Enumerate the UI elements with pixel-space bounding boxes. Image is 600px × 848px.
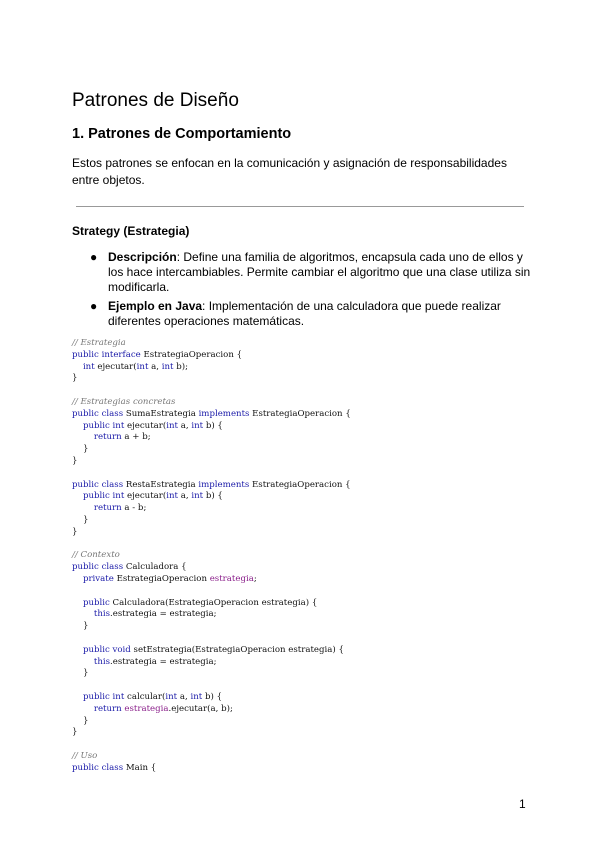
code-line: public void setEstrategia(EstrategiaOperacion estrategia) { — [82, 644, 344, 655]
code-line: // Uso — [72, 750, 98, 761]
code-line: } — [82, 621, 89, 632]
code-line — [72, 385, 351, 397]
code-line: private EstrategiaOperacion estrategia; — [82, 573, 257, 584]
subsection-heading: Strategy (Estrategia) — [72, 224, 190, 238]
page-number: 1 — [519, 797, 526, 811]
code-line: } — [82, 668, 89, 679]
page-title: Patrones de Diseño — [72, 90, 239, 111]
bullet-item-description — [72, 250, 532, 295]
code-line: // Contexto — [72, 550, 120, 561]
code-line: this.estrategia = estrategia; — [93, 656, 217, 667]
code-line: public class RestaEstrategia implements EstrategiaOperacion { — [72, 479, 351, 490]
code-line: int ejecutar(int a, int b); — [82, 361, 188, 372]
code-line: // Estrategias concretas — [72, 396, 176, 407]
code-line: } — [72, 727, 78, 738]
bullet-label: Ejemplo en Java — [108, 299, 203, 313]
code-line: return estrategia.ejecutar(a, b); — [93, 703, 233, 714]
code-line: public Calculadora(EstrategiaOperacion estrategia) { — [82, 597, 318, 608]
code-line: return a + b; — [93, 432, 151, 443]
code-line — [72, 539, 351, 551]
bullet-item-example — [72, 299, 532, 329]
code-line: public class SumaEstrategia implements EstrategiaOperacion { — [72, 408, 351, 419]
code-line: } — [72, 373, 78, 384]
code-line: } — [82, 715, 89, 726]
code-line: return a - b; — [93, 503, 147, 514]
bullet-icon: ● — [90, 250, 98, 264]
code-line — [72, 739, 351, 751]
code-line: public class Main { — [72, 762, 157, 773]
code-line — [72, 586, 351, 598]
code-line: public interface EstrategiaOperacion { — [72, 349, 243, 360]
code-line: public int ejecutar(int a, int b) { — [82, 491, 223, 502]
code-line — [72, 468, 351, 480]
code-line: public class Calculadora { — [72, 562, 187, 573]
code-line — [72, 633, 351, 645]
bullet-text: : Define una familia de algoritmos, encapsula cada uno de ellos y los hace intercambiables. Permite cambiar el algoritmo que una clase utiliza sin modificarla. — [108, 250, 531, 294]
code-line: this.estrategia = estrategia; — [93, 609, 217, 620]
code-line: public int calcular(int a, int b) { — [82, 691, 223, 702]
code-line: } — [82, 444, 89, 455]
section-heading: 1. Patrones de Comportamiento — [72, 126, 292, 142]
code-line: } — [82, 514, 89, 525]
code-line: // Estrategia — [72, 338, 126, 348]
bullet-text: : Implementación de una calculadora que puede realizar diferentes operaciones matemáticas. — [108, 299, 501, 328]
code-line: public int ejecutar(int a, int b) { — [82, 420, 223, 431]
horizontal-divider — [76, 206, 524, 207]
bullet-label: Descripción — [108, 250, 177, 264]
bullet-list — [72, 250, 532, 333]
bullet-icon: ● — [90, 299, 98, 313]
code-line — [72, 680, 351, 692]
intro-paragraph: Estos patrones se enfocan en la comunicación y asignación de responsabilidades entre objetos. — [72, 156, 507, 187]
code-line: } — [72, 526, 78, 537]
code-line: } — [72, 455, 78, 466]
code-block — [72, 338, 351, 774]
